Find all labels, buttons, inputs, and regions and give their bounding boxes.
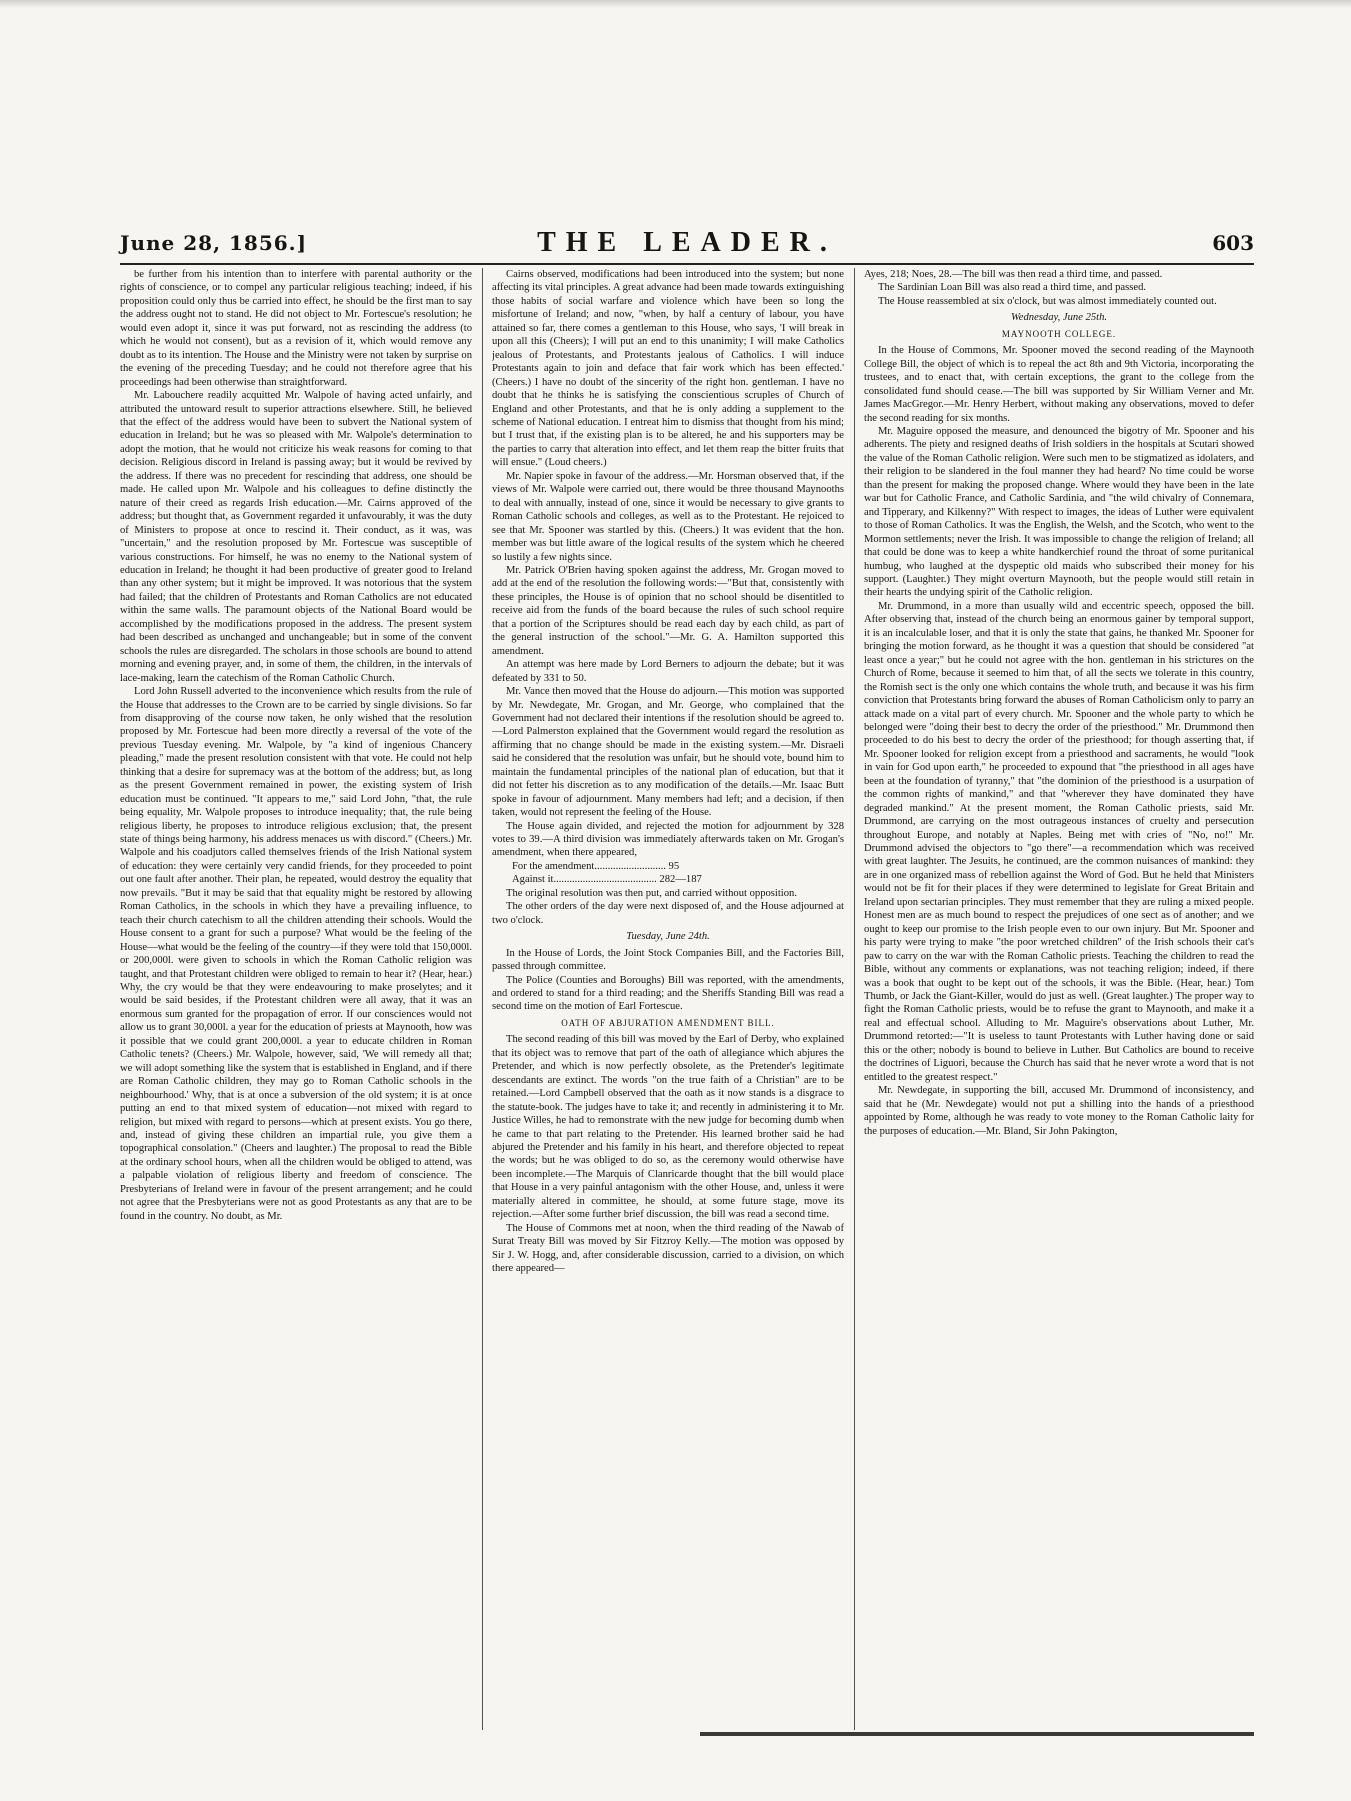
section-heading: Tuesday, June 24th. <box>626 931 710 943</box>
scan-edge <box>0 0 1351 8</box>
paragraph: In the House of Lords, the Joint Stock Companies Bill, and the Factories Bill, passed through committee. <box>492 947 844 973</box>
paragraph: Mr. Maguire opposed the measure, and denounced the bigotry of Mr. Spooner and his adherents. The piety and resigned deaths of Irish soldiers in the hospitals at Scutari showed the value of the Roman Catholic religion. Were such men to be stigmatized as idolaters, and their religion to be slandered in the foul manner they had heard? No time could be worse than the present for making the proposed change. Where would they have been in the late war but for Catholic France, and Catholic Sardinia, and "the wild chivalry of Connemara, and Tipperary, and Kilkenny?" With respect to images, the ideas of Luther were equivalent to those of Roman Catholics. It was the English, the Welsh, and the Scotch, who went to the Mormon settlements; never the Irish. It was impossible to change the religion of Ireland; all that could be done was to keep a white handkerchief round the throat of some puritanical humbug, who laughed at the dyspeptic old maids who subscribed their money for his support. (Laughter.) They might overturn Maynooth, but the people would still retain in their hearts the undying spirit of the Catholic religion. <box>864 425 1254 599</box>
column-3 <box>864 268 1254 1730</box>
paragraph: The Police (Counties and Boroughs) Bill was reported, with the amendments, and ordered to stand for a third reading; and the Sheriffs Standing Bill was read a second time on the motion of Earl Fortescue. <box>492 974 844 1013</box>
paragraph: Lord John Russell adverted to the inconvenience which results from the rule of the House that addresses to the Crown are to be carried by single divisions. So far from disapproving of the course now taken, he only wished that the resolution proposed by Mr. Fortescue had been more directly a reversal of the vote of the previous Tuesday evening. Mr. Walpole, by "a kind of ingenious Chancery pleading," made the present resolution consistent with that vote. He could not help thinking that a desire for supremacy was at the bottom of the address; but, as long as the present Government remained in power, the existing system of Irish education must be continued. "It appears to me," said Lord John, "that, the rule being equality, Mr. Walpole proposes to introduce inequality; that, the rule being religious liberty, he proposes to introduce religious exclusion; that, the present state of things being harmony, his address menaces us with discord." (Cheers.) Mr. Walpole and his coadjutors called themselves friends of the Irish National system of education: they were certainly very candid friends, for they proceeded to point out one fault after another. Their plan, he repeated, would destroy the equality that now prevails. "But it may be said that that equality might be restored by allowing Roman Catholics, in the schools in which they have a prevailing influence, to teach their church catechism to all the children attending their schools. Would the House consent to a grant for such a purpose? What would be the feeling of the House—what would be the feeling of the country—if they were told that 150,000l. or 200,000l. were given to schools in which the Roman Catholic religion was taught, and that Protestant children were obliged to remain to hear it? (Hear, hear.) Why, the cry would be that they were endeavouring to make proselytes; and it would be said besides, if the Protestant children were all away, that it was an enormous sum granted for the propagation of error. If our consciences would not allow us to grant 30,000l. a year for the education of priests at Maynooth, how was it possible that we could grant 200,000l. a year to educate children in Roman Catholic tenets? (Cheers.) Mr. Walpole, however, said, 'We will remedy all that; we will adopt something like the system that is established in England, and if there are Roman Catholic children, they may go to Roman Catholic schools in the neighbourhood.' Why, that is at once a subversion of the old system; it is at once putting an end to that mixed system of education—not mixed with regard to religion, but mixed with regard to persons—which at present exists. You go there, and, instead of giving these children an impartial rule, you give them a topographical consolation." (Cheers and laughter.) The proposal to read the Bible at the ordinary school hours, when all the children would be obliged to attend, was a palpable violation of religious liberty and freedom of conscience. The Presbyterians of Ireland were in favour of the present arrangement; and he could not agree that the Presbyterians were not as good Protestants as any that are to be found in the country. No doubt, as Mr. <box>120 686 472 1222</box>
header-rule <box>120 263 1254 265</box>
page-header <box>120 225 1254 261</box>
section-heading: OATH OF ABJURATION AMENDMENT BILL. <box>561 1017 775 1028</box>
paragraph: In the House of Commons, Mr. Spooner moved the second reading of the Maynooth College Bill, the object of which is to repeal the act 8th and 9th Victoria, incorporating the trustees, and to enact that, with certain exceptions, the grant to the college from the consolidated fund should cease.—The bill was supported by Sir William Verner and Mr. James MacGregor.—Mr. Henry Herbert, without making any observations, moved to defer the second reading for six months. <box>864 345 1254 424</box>
paragraph: The original resolution was then put, and carried without opposition. <box>506 887 797 899</box>
column-1 <box>120 268 472 1730</box>
issue-date: June 28, 1856.] <box>120 231 308 255</box>
footer-rule <box>700 1732 1254 1736</box>
paragraph: Mr. Newdegate, in supporting the bill, accused Mr. Drummond of inconsistency, and said that he (Mr. Newdegate) would not put a shilling into the hands of a priesthood appointed by Rome, although he was ready to vote money to the Roman Catholic laity for the purposes of education.—Mr. Bland, Sir John Pakington, <box>864 1085 1254 1137</box>
paragraph: Ayes, 218; Noes, 28.—The bill was then read a third time, and passed. <box>864 269 1163 280</box>
newspaper-title: THE LEADER. <box>537 227 837 258</box>
page-number: 603 <box>1212 231 1254 255</box>
paragraph: The Sardinian Loan Bill was also read a third time, and passed. <box>878 282 1147 294</box>
section-heading: MAYNOOTH COLLEGE. <box>1001 328 1117 339</box>
column-2 <box>492 268 844 1730</box>
paragraph: The second reading of this bill was moved by the Earl of Derby, who explained that its object was to remove that part of the oath of allegiance which abjures the Pretender, and which is now perfectly obsolete, as the Pretender's legitimate descendants are extinct. The words "on the true faith of a Christian" are to be retained.—Lord Campbell observed that the oath as it now stands is a disgrace to the statute-book. The judges have to take it; and recently in administering it to Mr. Justice Willes, he had to remonstrate with the new judge for becoming dumb when he came to that part relating to the Pretender. His learned brother said he had abjured the Pretender and his family in his heart, and therefore objected to repeat the words; but he was obliged to do so, as the ceremony would otherwise have been incomplete.—The Marquis of Clanricarde thought that the bill would place that House in a very painful antagonism with the other House, and, unless it were materially altered in committee, he should, at some future stage, move its rejection.—After some further brief discussion, the bill was read a second time. <box>492 1034 844 1221</box>
section-heading: Wednesday, June 25th. <box>1010 312 1108 324</box>
paragraph: be further from his intention than to interfere with parental authority or the rights of conscience, or to compel any particular religious teaching; indeed, if his proposition could only thus be carried into effect, he should be the first man to say the address ought not to stand. He did not object to Mr. Fortescue's resolution; he would even adopt it, since it was put forward, not as rescinding the address (to which he would not consent), but as a revision of it, which would remove any doubt as to its intention. The House and the Ministry were not taken by surprise on the evening of the preceding Tuesday; and he could not therefore agree that his proceedings had been otherwise than straightforward. <box>120 269 472 388</box>
paragraph: Against it....................................... 282—187 <box>512 874 702 886</box>
column-divider <box>854 268 855 1730</box>
paragraph: Mr. Patrick O'Brien having spoken against the address, Mr. Grogan moved to add at the end of the resolution the following words:—"But that, consistently with these principles, the House is of opinion that no school should be disentitled to receive aid from the funds of the board because the rules of such school require that a portion of the Scriptures should be read each day by each child, as part of the general instruction of the school."—Mr. G. A. Hamilton supported this amendment. <box>492 564 844 657</box>
paragraph: Cairns observed, modifications had been introduced into the system; but none affecting its vital principles. A great advance had been made towards extinguishing those habits of social warfare and violence which have been so long the misfortune of Ireland; and now, "when, by half a century of labour, you have attained so far, there comes a gentleman to this House, who says, 'I will break in upon all this (Cheers); I will put an end to this unanimity; I will make Catholics jealous of Protestants, and Protestants jealous of Catholics. I will induce Protestants again to join and deface that fair work which has been effected.' (Cheers.) I have no doubt of the sincerity of the right hon. gentleman. I have no doubt that he thinks he is satisfying the conscientious scruples of Church of England and other Protestants, and that he is only adding a supplement to the scheme of National education. I entreat him to dismiss that thought from his mind; but I trust that, if the existing plan is to be altered, he and his supporters may be the parties to carry that alteration into effect, and let them reap the bitter fruits that will ensue." (Loud cheers.) <box>492 269 844 469</box>
column-divider <box>482 268 483 1730</box>
paragraph: An attempt was here made by Lord Berners to adjourn the debate; but it was defeated by 331 to 50. <box>492 659 844 684</box>
paragraph: For the amendment........................... 95 <box>512 860 680 872</box>
paragraph: Mr. Labouchere readily acquitted Mr. Walpole of having acted unfairly, and attributed the untoward result to superior attractions elsewhere. Still, he believed that the effect of the address would have been to subvert the National system of education in Ireland; but he was so pleased with Mr. Walpole's determination to adopt the motion, that he would not criticize his weak reasons for coming to that decision. Religious discord in Ireland is passing away; but it would be revived by the address. If there was no precedent for rescinding that address, one should be made. He called upon Mr. Walpole and his colleagues to define distinctly the nature of their creed as regards Irish education.—Mr. Cairns approved of the address; but thought that, as Government regarded it unfavourably, it was the duty of Ministers to propose at once to rescind it. Their conduct, as it was, was "uncertain," and the resolution proposed by Mr. Fortescue was susceptible of various constructions. For himself, he was no enemy to the National system of education in Ireland; he thought it had been productive of greater good to Ireland than any other system; but it might be improved. It was notorious that the system had failed; that the children of Protestants and Roman Catholics are not educated within the same walls. The paramount objects of the National Board would be accomplished by the modifications proposed in the address. The present system had been described as unchanged and unchangeable; but in some of the convent schools the rules are disregarded. The scholars in those schools are bound to attend morning and evening prayer, and, in some of them, the children, in the intervals of lace-making, learn the catechism of the Roman Catholic Church. <box>120 390 472 684</box>
paragraph: The House of Commons met at noon, when the third reading of the Nawab of Surat Treaty Bill was moved by Sir Fitzroy Kelly.—The motion was opposed by Sir J. W. Hogg, and, after considerable discussion, carried to a division, on which there appeared— <box>492 1222 844 1275</box>
paragraph: Mr. Napier spoke in favour of the address.—Mr. Horsman observed that, if the views of Mr. Walpole were carried out, there would be three thousand Maynooths to deal with annually, instead of one, since it would be necessary to give grants to Roman Catholic schools and colleges, as well as to the Protestant. He rejoiced to see that Mr. Spooner was startled by this. (Cheers.) It was evident that the hon. member was but little aware of the logical results of the system which he cheered so lustily a few nights since. <box>492 470 844 563</box>
paragraph: Mr. Drummond, in a more than usually wild and eccentric speech, opposed the bill. After observing that, instead of the church being an enormous gainer by temporal support, it is an incalculable loser, and that it is only the state that gains, he thanked Mr. Spooner for bringing the motion forward, as he thought it was a question that should be considered "at least once a year;" but he could not agree with the hon. gentleman in his strictures on the Church of Rome, because it seemed to him that, of all the sects we tolerate in this country, the Romish sect is the only one which contains the whole truth, and because it was his firm conviction that Protestants bring forward the abuses of Roman Catholicism only to parry an attack made on a vital part of every church. Mr. Spooner and the whole party to which he belonged were "doing their best to decry the order of the priesthood." Mr. Drummond then proceeded to do his best to decry the order of the priesthood; for though asserting that, if Mr. Spooner looked for religion except from a priesthood and sacraments, he would "look in vain for God upon earth," he proceeded to expound that "the priesthood in all ages have been at the foundation of tyranny," that "the dominion of the priesthood is a usurpation of the common rights of mankind," and that "wherever they have dominated they have degraded mankind." At the present moment, the Roman Catholic priests, said Mr. Drummond, are carrying on the most outrageous instances of cruelty and persecution throughout Europe, and notably at Naples. Being met with cries of "No, no!" Mr. Drummond advised the objectors to "go there"—a recommendation which was received with great laughter. The Jesuits, he continued, are the common nuisances of mankind: they are in one organized mass of rebellion against the Word of God. But he held that Ministers would not be fit for their places if they were determined to legislate for Great Britain and Ireland upon sectarian principles. They must remember that they are ruling a mixed people. Honest men are as much bound to respect the prejudices of one sect as of another; and we ought to keep our promise to the Irish people even to our own injury. But Mr. Spooner and his party were trying to make "the poor wretched children" of the Irish schools their cat's paw to carry on the war with the Roman Catholic priests. Teaching the children to read the Bible, without any comments or explanations, was not teaching religion; indeed, if there was a book that ought to be kept out of the schools, it was the Bible. (Hear, hear.) Tom Thumb, or Jack the Giant-Killer, would do just as well. (Great laughter.) The proper way to fight the Roman Catholic priests, would be to refuse the grant to Maynooth, and make it a real and effectual school. Alluding to Mr. Maguire's observations about Luther, Mr. Drummond retorted:—"It is useless to taunt Protestants with Luther having done or said this or the other; nobody is bound to believe in Luther. But Catholics are bound to receive the doctrines of Liguori, because the Church has said that he never wrote a word that is not entitled to the greatest respect." <box>864 600 1254 1083</box>
paragraph: The House again divided, and rejected the motion for adjournment by 328 votes to 39.—A third division was immediately afterwards taken on Mr. Grogan's amendment, when there appeared, <box>492 820 844 859</box>
paragraph: The House reassembled at six o'clock, but was almost immediately counted out. <box>878 295 1217 307</box>
paragraph: The other orders of the day were next disposed of, and the House adjourned at two o'clock. <box>492 901 844 926</box>
paragraph: Mr. Vance then moved that the House do adjourn.—This motion was supported by Mr. Newdegate, Mr. Grogan, and Mr. George, who complained that the Government had not declared their intentions if the resolution should be agreed to.—Lord Palmerston explained that the Government would regard the resolution as affirming that no change should be made in the existing system.—Mr. Disraeli said he considered that the resolution was unfair, but he should vote, bound him to maintain the fundamental principles of the national plan of education, but that it did not fetter his discretion as to any modification of the details.—Mr. Isaac Butt spoke in favour of adjournment. Many members had left; and a decision, if then taken, would not represent the feeling of the House. <box>492 686 844 819</box>
